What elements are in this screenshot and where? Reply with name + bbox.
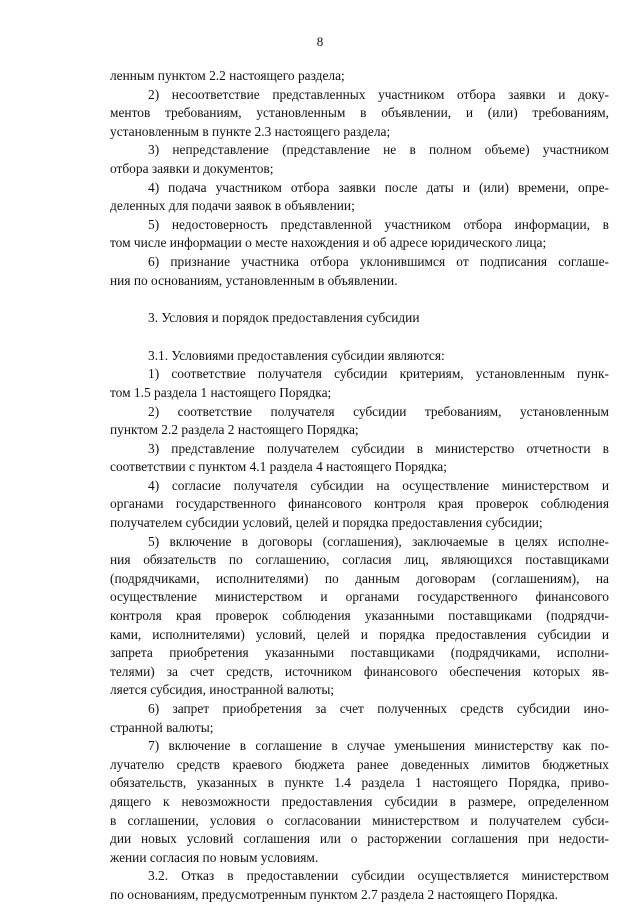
text-line: по основаниям, предусмотренным пунктом 2.7 раздела 2 настоящего Порядка.: [110, 886, 558, 902]
text-line: телями) за счет средств, источником финансового обеспечения которых яв-: [110, 663, 609, 679]
text-line: деленных для подачи заявок в объявлении;: [110, 198, 355, 214]
page-number: 8: [316, 34, 324, 49]
text-line: в соглашении, условия о согласовании министерством и получателем субси-: [110, 812, 609, 828]
text-line: осуществление министерством и органами государственного финансового: [110, 589, 609, 605]
text-line: 6) признание участника отбора уклонившимся от подписания соглаше-: [148, 253, 609, 269]
text-line: ния обязательств по соглашению, согласия лиц, являющихся поставщиками: [110, 552, 609, 568]
paragraph-gap: [110, 290, 609, 309]
document-body: [110, 67, 609, 905]
text-line: том числе информации о месте нахождения и об адресе юридического лица;: [110, 235, 547, 251]
text-line: 3) непредставление (представление не в полном объеме) участником: [148, 142, 609, 158]
text-line: (подрядчиками, исполнителями) по данным договорам (соглашениям), на: [110, 570, 609, 586]
text-line: том 1.5 раздела 1 настоящего Порядка;: [110, 384, 332, 400]
text-line: ленным пунктом 2.2 настоящего раздела;: [110, 68, 345, 83]
text-line: ния по основаниям, установленным в объявлении.: [110, 272, 398, 288]
text-line: 2) соответствие получателя субсидии требованиям, установленным: [148, 403, 609, 419]
text-line: запрета приобретения указанными поставщиками (подрядчиками, исполни-: [110, 645, 609, 661]
text-line: 3.1. Условиями предоставления субсидии являются:: [148, 347, 445, 363]
text-line: дии новых условий соглашения или о расторжении соглашения при недости-: [110, 831, 609, 847]
text-line: 2) несоответствие представленных участником отбора заявки и доку-: [148, 86, 609, 102]
text-line: ментов требованиям, установленным в объявлении, и (или) требованиям,: [110, 105, 609, 121]
text-line: лучателю средств краевого бюджета ранее доведенных лимитов бюджетных: [110, 756, 609, 772]
text-line: 4) подача участником отбора заявки после даты и (или) времени, опре-: [148, 179, 609, 195]
text-line: 3.2. Отказ в предоставлении субсидии осуществляется министерством: [148, 868, 609, 884]
text-line: 3. Условия и порядок предоставления субсидии: [148, 310, 420, 326]
text-line: органами государственного финансового контроля края проверок соблюдения: [110, 496, 609, 512]
text-line: 6) запрет приобретения за счет полученных средств субсидии ино-: [148, 701, 609, 716]
text-line: получателем субсидии условий, целей и порядка предоставления субсидии;: [110, 515, 543, 531]
text-line: ляется субсидия, иностранной валюты;: [110, 682, 335, 698]
text-line: странной валюты;: [110, 719, 214, 735]
text-line: 3) представление получателем субсидии в министерство отчетности в: [148, 440, 609, 456]
text-line: 1) соответствие получателя субсидии критериям, установленным пунк-: [148, 366, 609, 382]
text-line: дящего к невозможности предоставления субсидии в размере, определенном: [110, 793, 609, 809]
text-line: 7) включение в соглашение в случае уменьшения министерству как по-: [148, 738, 609, 754]
text-line: 5) включение в договоры (соглашения), заключаемые в целях исполне-: [148, 533, 609, 549]
text-line: соответствии с пунктом 4.1 раздела 4 настоящего Порядка;: [110, 459, 447, 475]
text-line: 4) согласие получателя субсидии на осуществление министерством и: [148, 477, 609, 493]
text-line: пунктом 2.2 раздела 2 настоящего Порядка;: [110, 422, 359, 438]
text-line: обязательств, указанных в пункте 1.4 раздела 1 настоящего Порядка, приво-: [110, 775, 609, 791]
text-line: контроля края проверок соблюдения указанными поставщиками (подрядчи-: [110, 608, 609, 624]
paragraph-gap: [110, 328, 609, 347]
text-line: отбора заявки и документов;: [110, 160, 274, 176]
text-line: установленным в пункте 2.3 настоящего раздела;: [110, 123, 391, 139]
text-line: ками, исполнителями) условий, целей и порядка предоставления субсидии и: [110, 626, 609, 642]
text-line: жении согласия по новым условиям.: [110, 849, 319, 865]
text-line: 5) недостоверность представленной участником отбора информации, в: [148, 216, 609, 232]
